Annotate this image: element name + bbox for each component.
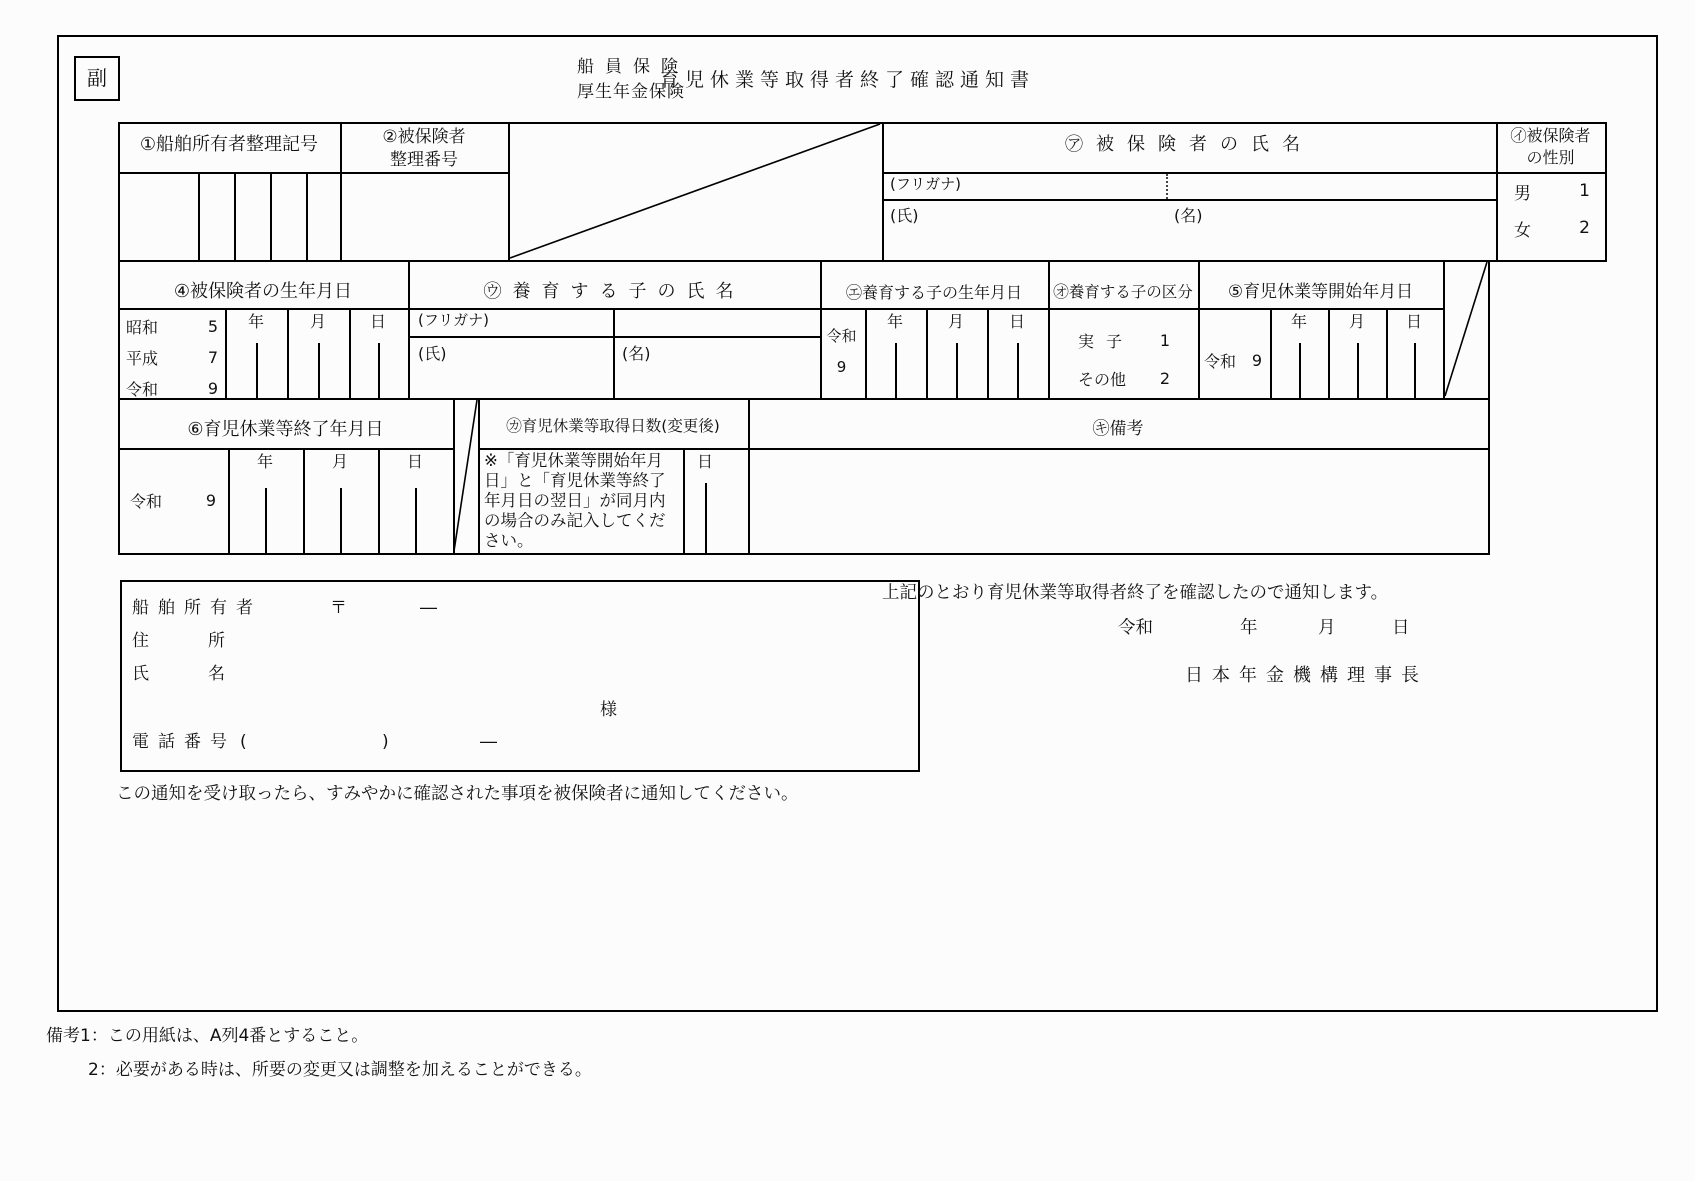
- digit-tick: [340, 488, 342, 553]
- copy-stamp-label: 副: [87, 66, 107, 90]
- grid-hline: [408, 336, 822, 338]
- grid-vline: [1198, 260, 1200, 400]
- era-label: 昭和: [126, 317, 159, 337]
- sex-option-male: [1514, 180, 1590, 202]
- address-label-right: 所: [208, 631, 225, 651]
- remarks-cell: [750, 450, 1486, 551]
- grid-vline: [225, 308, 227, 400]
- confirm-text: 上記のとおり育児休業等取得者終了を確認したので通知します。: [882, 583, 1389, 603]
- digit-tick: [265, 488, 267, 553]
- era-value: 9: [1251, 350, 1262, 370]
- option-label: 実子: [1078, 331, 1135, 351]
- grid-vline: [1386, 308, 1388, 400]
- child-furigana-label: (フリガナ): [418, 311, 489, 329]
- footer-note-2: 2：必要がある時は、所要の変更又は調整を加えることができる。: [88, 1060, 592, 1080]
- ymd-day-label: 日: [696, 452, 713, 471]
- digit-tick: [1357, 343, 1359, 398]
- era-label: 令和: [1204, 351, 1237, 371]
- birth-era-showa: [126, 316, 218, 336]
- grid-vline: [349, 308, 351, 400]
- child-birth-header: ㋓養育する子の生年月日: [845, 283, 1022, 302]
- grid-hline: [118, 448, 455, 450]
- name-label-right: 名: [208, 664, 225, 684]
- ymd-day-label: 日: [1008, 312, 1025, 331]
- phone-dash: ―: [480, 732, 497, 752]
- ymd-month-label: 月: [309, 312, 326, 331]
- furigana-label: (フリガナ): [890, 175, 961, 193]
- grid-vline: [234, 172, 236, 262]
- grid-vline: [683, 448, 685, 555]
- postal-mark: 〒: [330, 598, 347, 618]
- digit-tick: [256, 343, 258, 398]
- grid-vline: [306, 172, 308, 262]
- sex-male-label: 男: [1514, 183, 1531, 204]
- era-value: 5: [207, 316, 218, 336]
- address-label-left: 住: [132, 631, 149, 651]
- grid-hline: [882, 172, 1607, 174]
- date-era: 令和: [1118, 618, 1153, 638]
- grid-vline: [613, 308, 615, 400]
- digit-tick: [705, 483, 707, 553]
- ymd-year-label: 年: [256, 452, 273, 471]
- digit-tick: [1299, 343, 1301, 398]
- date-month-label: 月: [1318, 618, 1336, 638]
- issuer-name: 日本年金機構理事長: [1185, 665, 1428, 686]
- grid-vline: [508, 122, 510, 262]
- era-value: 7: [207, 347, 218, 367]
- shipowner-label: 船舶所有者: [132, 598, 262, 618]
- grid-vline: [453, 398, 455, 555]
- leave-end-era: [130, 490, 216, 510]
- sex-option-female: [1514, 217, 1590, 239]
- date-day-label: 日: [1392, 618, 1410, 638]
- instruction-text: この通知を受け取ったら、すみやかに確認された事項を被保険者に通知してください。: [116, 784, 799, 804]
- child-birth-era-label: 令和: [826, 327, 857, 345]
- option-label: その他: [1078, 369, 1127, 389]
- grid-vline: [1328, 308, 1330, 400]
- grid-vline: [303, 448, 305, 555]
- option-value: 1: [1159, 330, 1170, 350]
- phone-paren-open: (: [240, 732, 247, 752]
- grid-vline: [1270, 308, 1272, 400]
- digit-tick: [1017, 343, 1019, 398]
- era-label: 令和: [126, 379, 159, 399]
- insured-number-header-line1: ②被保険者: [382, 127, 466, 147]
- digit-tick: [956, 343, 958, 398]
- sex-male-value: 1: [1579, 181, 1590, 201]
- child-first-name-label: (名): [622, 344, 651, 363]
- ymd-day-label: 日: [369, 312, 386, 331]
- ymd-month-label: 月: [947, 312, 964, 331]
- name-label-left: 氏: [132, 664, 149, 684]
- sex-female-label: 女: [1514, 220, 1531, 241]
- child-last-name-label: (氏): [418, 344, 447, 363]
- form-title-main: 育児休業等取得者終了確認通知書: [660, 69, 1036, 91]
- grid-vline: [865, 308, 867, 400]
- digit-tick: [378, 343, 380, 398]
- insured-name-header: ㋐被保険者の氏名: [1065, 134, 1313, 155]
- grid-vline: [926, 308, 928, 400]
- remarks-header: ㋖備考: [1092, 419, 1144, 439]
- leave-start-header: ⑤育児休業等開始年月日: [1227, 282, 1414, 302]
- sex-header-line1: ㋑被保険者: [1510, 126, 1591, 145]
- phone-label: 電話番号: [132, 732, 236, 752]
- ymd-day-label: 日: [406, 452, 423, 471]
- last-name-label: (氏): [890, 206, 919, 225]
- ymd-year-label: 年: [1290, 312, 1307, 331]
- child-class-option-other: [1078, 368, 1170, 388]
- child-birth-era-value: 9: [836, 358, 847, 376]
- digit-tick: [895, 343, 897, 398]
- form-title-insurance-1: 船員保険: [577, 57, 689, 77]
- sex-header-line2: の性別: [1526, 148, 1575, 167]
- grid-vline: [378, 448, 380, 555]
- leave-end-header: ⑥育児休業等終了年月日: [187, 419, 384, 440]
- days-header: ㋕育児休業等取得日数(変更後): [506, 417, 720, 435]
- child-class-option-biological: [1078, 330, 1170, 350]
- birth-header: ④被保険者の生年月日: [173, 281, 353, 302]
- grid-vline: [1048, 260, 1050, 400]
- grid-vline: [118, 122, 120, 555]
- grid-vline: [287, 308, 289, 400]
- option-value: 2: [1159, 368, 1170, 388]
- furigana-divider-dotted: [1166, 174, 1168, 199]
- digit-tick: [415, 488, 417, 553]
- form-title-insurance-2: 厚生年金保険: [577, 82, 685, 102]
- ymd-day-label: 日: [1405, 312, 1422, 331]
- grid-hline: [118, 308, 1445, 310]
- sex-female-value: 2: [1579, 218, 1590, 238]
- grid-vline: [1488, 260, 1490, 555]
- era-label: 令和: [130, 491, 163, 511]
- ymd-year-label: 年: [886, 312, 903, 331]
- postal-dash: ―: [420, 598, 437, 618]
- grid-hline: [118, 398, 1490, 400]
- child-name-header: ㋒養育する子の氏名: [483, 281, 745, 302]
- insured-number-header-line2: 整理番号: [390, 150, 458, 170]
- ymd-month-label: 月: [331, 452, 348, 471]
- era-value: 9: [207, 378, 218, 398]
- grid-hline: [118, 172, 510, 174]
- grid-hline: [118, 553, 1490, 555]
- footer-note-1: 備考1：この用紙は、A列4番とすること。: [46, 1026, 369, 1046]
- ymd-year-label: 年: [247, 312, 264, 331]
- digit-tick: [318, 343, 320, 398]
- honorific-sama: 様: [600, 700, 617, 720]
- birth-era-heisei: [126, 347, 218, 367]
- date-year-label: 年: [1240, 618, 1258, 638]
- child-class-header: ㋔養育する子の区分: [1053, 283, 1193, 301]
- copy-stamp-box: [74, 56, 120, 101]
- owner-code-header: ①船舶所有者整理記号: [139, 134, 319, 155]
- leave-start-era: [1204, 350, 1262, 370]
- era-value: 9: [205, 490, 216, 510]
- grid-vline: [987, 308, 989, 400]
- digit-tick: [1414, 343, 1416, 398]
- ymd-month-label: 月: [1348, 312, 1365, 331]
- grid-vline: [228, 448, 230, 555]
- phone-paren-close: ): [382, 732, 389, 752]
- grid-vline: [1605, 122, 1607, 262]
- grid-vline: [1443, 260, 1445, 400]
- era-label: 平成: [126, 348, 159, 368]
- first-name-label: (名): [1174, 206, 1203, 225]
- grid-vline: [270, 172, 272, 262]
- birth-era-reiwa: [126, 378, 218, 398]
- grid-hline: [882, 199, 1498, 201]
- days-note: ※「育児休業等開始年月日」と「育児休業等終了年月日の翌日」が同月内の場合のみ記入してください。: [484, 451, 666, 550]
- grid-vline: [198, 172, 200, 262]
